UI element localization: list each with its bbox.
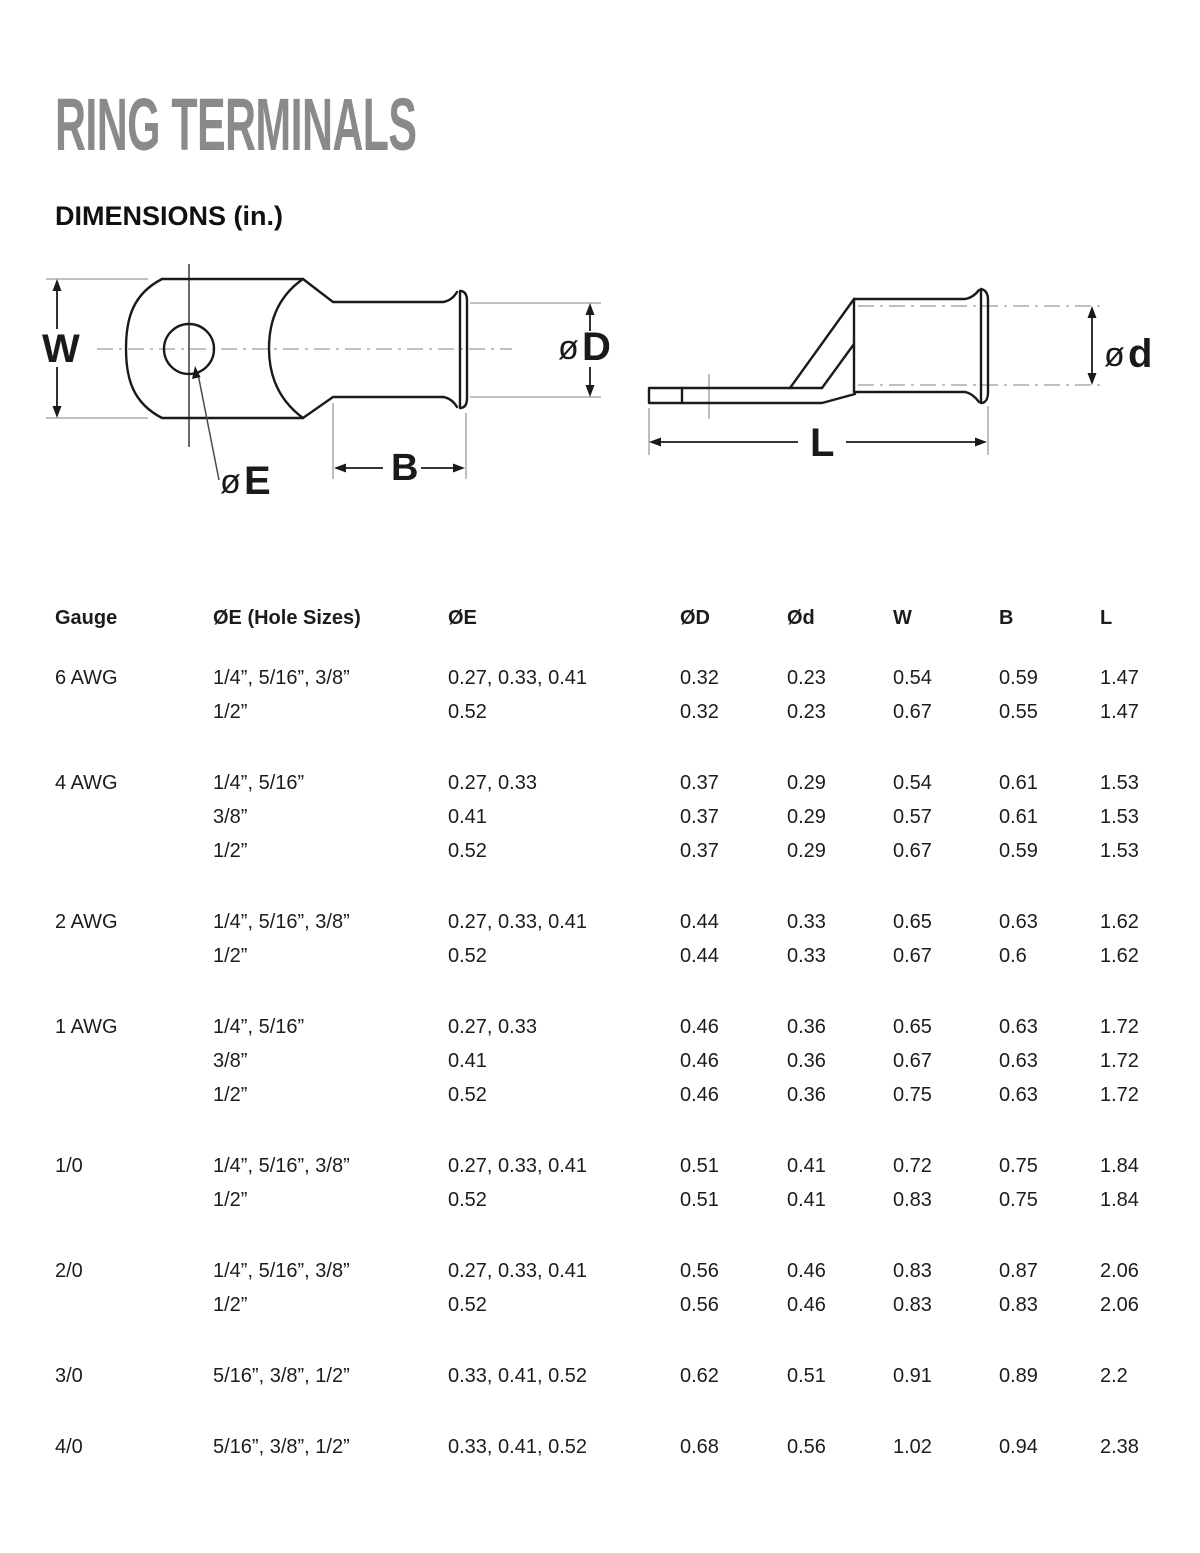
cell-w: 0.67: [893, 1050, 932, 1072]
cell-gauge: 4/0: [55, 1436, 83, 1458]
table-body: [55, 661, 1140, 1464]
table-row: [55, 800, 1140, 834]
table-row: [55, 1254, 1140, 1288]
cell-l: 1.72: [1100, 1050, 1139, 1072]
header-w: W: [893, 607, 912, 629]
cell-gauge: [55, 800, 213, 834]
cell-l: 2.2: [1100, 1365, 1128, 1387]
cell-oe: 0.52: [448, 840, 487, 862]
arrowhead: [975, 438, 987, 447]
cell-w: 0.83: [893, 1260, 932, 1282]
cell-b: 0.87: [999, 1260, 1038, 1282]
arrowhead: [1088, 373, 1097, 385]
cell-w: 0.83: [893, 1294, 932, 1316]
gauge-group: [55, 1359, 1140, 1393]
side-view-drawing: [649, 289, 1152, 465]
table-row: [55, 695, 1140, 729]
table-row: [55, 1078, 1140, 1112]
cell-od: 0.37: [680, 772, 719, 794]
cell-od: 0.37: [680, 840, 719, 862]
cell-od-small: 0.36: [787, 1050, 826, 1072]
arrowhead: [53, 406, 62, 418]
cell-od: 0.51: [680, 1155, 719, 1177]
cell-oe: 0.52: [448, 945, 487, 967]
cell-hole-sizes: 1/4”, 5/16”: [213, 772, 305, 794]
flare-top: [443, 292, 457, 302]
cell-od: 0.51: [680, 1189, 719, 1211]
cell-od: 0.44: [680, 911, 719, 933]
cell-hole-sizes: 3/8”: [213, 1050, 248, 1072]
header-l: L: [1100, 607, 1113, 629]
cell-hole-sizes: 1/2”: [213, 701, 248, 723]
cell-od: 0.37: [680, 806, 719, 828]
arrowhead: [586, 303, 595, 315]
header-gauge: Gauge: [55, 607, 118, 629]
cell-oe: 0.27, 0.33: [448, 1016, 537, 1038]
table-row: [55, 834, 1140, 868]
gauge-group: [55, 905, 1140, 973]
cell-oe: 0.27, 0.33, 0.41: [448, 1155, 588, 1177]
cell-l: 1.53: [1100, 806, 1139, 828]
terminal-top-edge: [162, 279, 443, 302]
cell-l: 1.72: [1100, 1016, 1139, 1038]
cell-gauge: [55, 1078, 213, 1112]
cell-od: 0.32: [680, 701, 719, 723]
gauge-group: [55, 1254, 1140, 1322]
cell-hole-sizes: 1/2”: [213, 1189, 248, 1211]
flare-top: [965, 290, 979, 299]
cell-gauge: [55, 1183, 213, 1217]
gauge-group: [55, 1149, 1140, 1217]
cell-w: 0.67: [893, 701, 932, 723]
header-b: B: [999, 607, 1014, 629]
cell-hole-sizes: 1/2”: [213, 1084, 248, 1106]
cell-l: 2.06: [1100, 1294, 1139, 1316]
cell-l: 2.06: [1100, 1260, 1139, 1282]
table-row: [55, 1183, 1140, 1217]
gauge-group: [55, 1010, 1140, 1112]
cell-b: 0.94: [999, 1436, 1038, 1458]
page-title: RING TERMINALS: [55, 83, 417, 166]
cell-b: 0.61: [999, 806, 1038, 828]
gauge-group: [55, 1430, 1140, 1464]
cell-od-small: 0.51: [787, 1365, 826, 1387]
dimensions-heading: DIMENSIONS (in.): [55, 201, 283, 231]
table-header-row: [55, 601, 1140, 635]
cell-b: 0.55: [999, 701, 1038, 723]
cell-gauge: [55, 834, 213, 868]
front-view-drawing: [42, 264, 611, 503]
cell-w: 0.54: [893, 667, 932, 689]
cell-w: 0.65: [893, 1016, 932, 1038]
cell-oe: 0.41: [448, 806, 487, 828]
header-oe: ØE: [448, 607, 477, 629]
dim-label-w: W: [42, 327, 80, 371]
cell-od-small: 0.46: [787, 1260, 826, 1282]
table-row: [55, 905, 1140, 939]
dim-label-b: B: [391, 447, 419, 489]
cell-hole-sizes: 1/2”: [213, 1294, 248, 1316]
arrowhead: [1088, 306, 1097, 318]
arrowhead: [53, 279, 62, 291]
cell-oe: 0.52: [448, 1084, 487, 1106]
cell-gauge: 1 AWG: [55, 1016, 118, 1038]
cell-hole-sizes: 1/4”, 5/16”, 3/8”: [213, 1155, 350, 1177]
cell-od: 0.46: [680, 1050, 719, 1072]
flare-bottom: [965, 392, 979, 402]
cell-od-small: 0.23: [787, 667, 826, 689]
cell-gauge: 1/0: [55, 1155, 83, 1177]
cell-gauge: 6 AWG: [55, 667, 118, 689]
table-row: [55, 661, 1140, 695]
arrowhead: [334, 464, 346, 473]
cell-od-small: 0.23: [787, 701, 826, 723]
arrowhead: [453, 464, 465, 473]
diameter-symbol: ø: [220, 463, 241, 501]
cell-od: 0.44: [680, 945, 719, 967]
cell-hole-sizes: 5/16”, 3/8”, 1/2”: [213, 1365, 350, 1387]
cell-od-small: 0.29: [787, 840, 826, 862]
cell-od-small: 0.41: [787, 1155, 826, 1177]
arrowhead: [649, 438, 661, 447]
cell-oe: 0.33, 0.41, 0.52: [448, 1436, 588, 1458]
cell-w: 0.54: [893, 772, 932, 794]
cell-od-small: 0.46: [787, 1294, 826, 1316]
cell-b: 0.59: [999, 840, 1038, 862]
cell-gauge: 2 AWG: [55, 911, 118, 933]
gauge-group: [55, 661, 1140, 729]
dim-label-l: L: [810, 421, 835, 465]
cell-hole-sizes: 1/2”: [213, 945, 248, 967]
cell-gauge: [55, 939, 213, 973]
dim-label-od-small: d: [1128, 332, 1153, 376]
cell-hole-sizes: 1/4”, 5/16”: [213, 1016, 305, 1038]
table-row: [55, 1430, 1140, 1464]
cell-b: 0.89: [999, 1365, 1038, 1387]
cell-b: 0.63: [999, 1016, 1038, 1038]
cell-l: 2.38: [1100, 1436, 1139, 1458]
dimensions-table: [55, 601, 1140, 1464]
cell-od-small: 0.41: [787, 1189, 826, 1211]
hole-leader-line: [198, 374, 219, 480]
dim-label-oe: E: [244, 459, 271, 503]
diameter-symbol: ø: [558, 329, 579, 367]
gusset-back-edge: [822, 344, 854, 388]
cell-b: 0.63: [999, 1050, 1038, 1072]
cell-od-small: 0.36: [787, 1084, 826, 1106]
cell-od: 0.46: [680, 1084, 719, 1106]
table-row: [55, 1359, 1140, 1393]
cell-b: 0.61: [999, 772, 1038, 794]
cell-b: 0.6: [999, 945, 1027, 967]
cell-od: 0.56: [680, 1260, 719, 1282]
cell-od: 0.68: [680, 1436, 719, 1458]
cell-w: 0.83: [893, 1189, 932, 1211]
cell-l: 1.47: [1100, 701, 1139, 723]
cell-od-small: 0.56: [787, 1436, 826, 1458]
cell-gauge: 2/0: [55, 1260, 83, 1282]
table-row: [55, 1288, 1140, 1322]
cell-w: 1.02: [893, 1436, 932, 1458]
cell-gauge: 4 AWG: [55, 772, 118, 794]
cell-oe: 0.27, 0.33, 0.41: [448, 667, 588, 689]
cell-oe: 0.52: [448, 701, 487, 723]
cell-l: 1.53: [1100, 840, 1139, 862]
cell-oe: 0.27, 0.33, 0.41: [448, 911, 588, 933]
cell-b: 0.75: [999, 1189, 1038, 1211]
cell-w: 0.65: [893, 911, 932, 933]
technical-drawing: [0, 0, 1200, 520]
cell-l: 1.62: [1100, 945, 1139, 967]
diameter-symbol: ø: [1104, 336, 1125, 374]
gusset-front-edge: [790, 299, 854, 388]
cell-hole-sizes: 1/2”: [213, 840, 248, 862]
cell-od-small: 0.36: [787, 1016, 826, 1038]
cell-l: 1.62: [1100, 911, 1139, 933]
cell-hole-sizes: 1/4”, 5/16”, 3/8”: [213, 911, 350, 933]
cell-l: 1.47: [1100, 667, 1139, 689]
tongue-outline: [649, 388, 855, 403]
cell-od: 0.46: [680, 1016, 719, 1038]
cell-gauge: [55, 1044, 213, 1078]
header-od: ØD: [680, 607, 710, 629]
cell-hole-sizes: 1/4”, 5/16”, 3/8”: [213, 667, 350, 689]
table-row: [55, 1044, 1140, 1078]
flare-bottom: [443, 397, 457, 407]
table-row: [55, 939, 1140, 973]
header-od-small: Ød: [787, 607, 815, 629]
cell-od-small: 0.29: [787, 806, 826, 828]
cell-hole-sizes: 1/4”, 5/16”, 3/8”: [213, 1260, 350, 1282]
cell-gauge: [55, 695, 213, 729]
cell-od: 0.32: [680, 667, 719, 689]
cell-gauge: [55, 1288, 213, 1322]
cell-od-small: 0.33: [787, 945, 826, 967]
cell-w: 0.67: [893, 840, 932, 862]
cell-w: 0.75: [893, 1084, 932, 1106]
cell-w: 0.67: [893, 945, 932, 967]
cell-hole-sizes: 3/8”: [213, 806, 248, 828]
cell-oe: 0.52: [448, 1294, 487, 1316]
table-row: [55, 1010, 1140, 1044]
cell-b: 0.83: [999, 1294, 1038, 1316]
cell-oe: 0.27, 0.33: [448, 772, 537, 794]
table-row: [55, 1149, 1140, 1183]
cell-oe: 0.33, 0.41, 0.52: [448, 1365, 588, 1387]
cell-oe: 0.41: [448, 1050, 487, 1072]
header-hole-sizes: ØE (Hole Sizes): [213, 607, 361, 629]
cell-od-small: 0.33: [787, 911, 826, 933]
cell-od-small: 0.29: [787, 772, 826, 794]
cell-l: 1.53: [1100, 772, 1139, 794]
cell-od: 0.62: [680, 1365, 719, 1387]
cell-l: 1.72: [1100, 1084, 1139, 1106]
cell-l: 1.84: [1100, 1189, 1139, 1211]
cell-b: 0.63: [999, 1084, 1038, 1106]
cell-b: 0.75: [999, 1155, 1038, 1177]
cell-od: 0.56: [680, 1294, 719, 1316]
dim-label-od: D: [582, 325, 611, 369]
cell-w: 0.91: [893, 1365, 932, 1387]
cell-l: 1.84: [1100, 1155, 1139, 1177]
cell-b: 0.63: [999, 911, 1038, 933]
cell-oe: 0.52: [448, 1189, 487, 1211]
cell-hole-sizes: 5/16”, 3/8”, 1/2”: [213, 1436, 350, 1458]
cell-w: 0.57: [893, 806, 932, 828]
gauge-group: [55, 766, 1140, 868]
cell-b: 0.59: [999, 667, 1038, 689]
cell-w: 0.72: [893, 1155, 932, 1177]
table-row: [55, 766, 1140, 800]
arrowhead: [586, 385, 595, 397]
cell-gauge: 3/0: [55, 1365, 83, 1387]
cell-oe: 0.27, 0.33, 0.41: [448, 1260, 588, 1282]
